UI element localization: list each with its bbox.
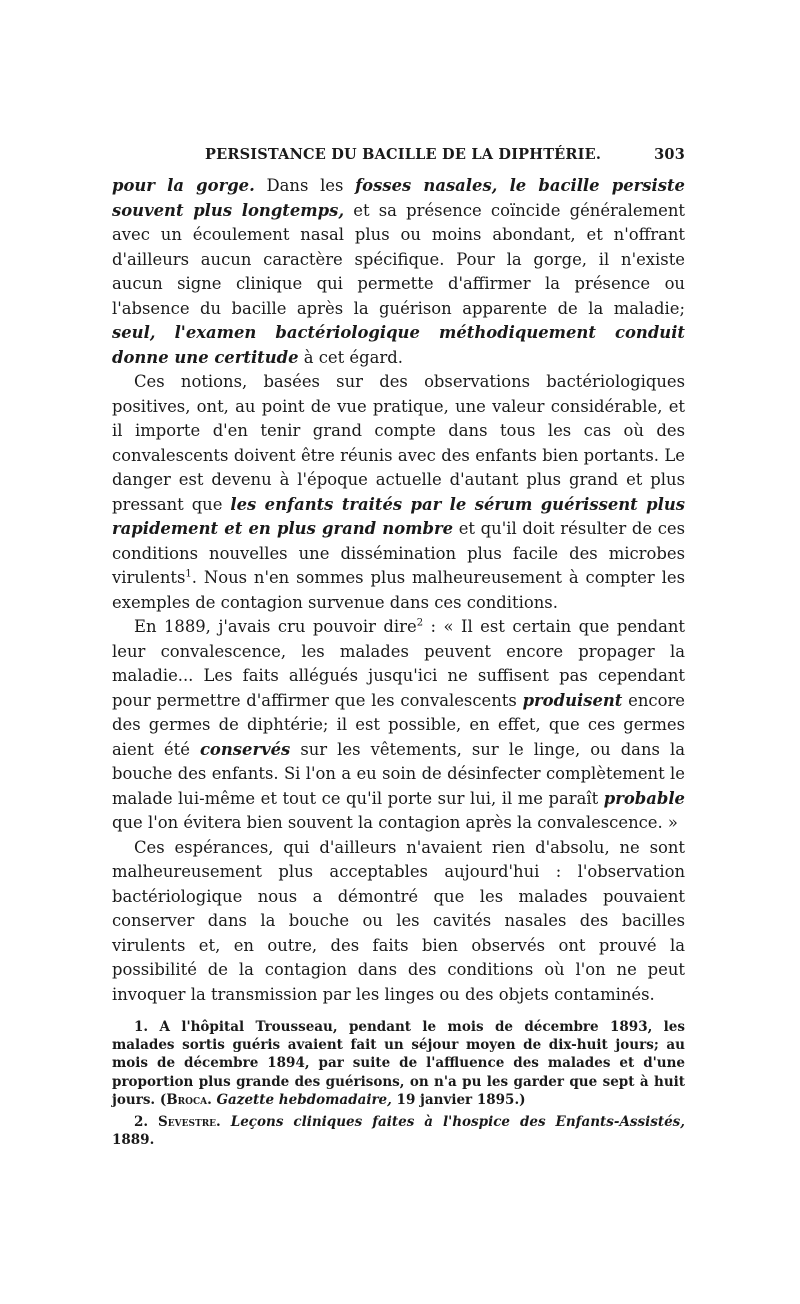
text-run: que l'on évitera bien souvent la contagion après la convalescence. »	[112, 813, 678, 832]
italic-phrase: conservés	[199, 739, 291, 759]
separator: .	[207, 1091, 217, 1108]
paragraph-4: Ces espérances, qui d'ailleurs n'avaient rien d'absolu, ne sont malheureusement plus acceptables aujourd'hui : l'observation bactériologique nous a démontré que les malades pouvaient conserver dans la bouche ou les cavités nasales des bacilles virulents et, en outre, des faits bien observés ont prouvé la possibilité de la contagion dans des conditions où l'on ne peut invoquer la transmission par les linges ou des objets contaminés.	[112, 837, 685, 1004]
footnote-2	[112, 1113, 685, 1149]
page-number: 303	[654, 146, 685, 163]
citation-source: Gazette hebdomadaire,	[216, 1091, 392, 1108]
footnote-number: 2.	[134, 1114, 149, 1131]
footnotes	[112, 1018, 685, 1153]
footnote-number: 1.	[134, 1019, 149, 1035]
text-run: encore des germes de diphtérie; il est possible, en effet, que ces germes aient été	[112, 690, 685, 759]
text-run: et sa présence coïncide généralement avec un écoulement nasal plus ou moins abondant, et n'offrant d'ailleurs aucun caractère spécifique. Pour la gorge, il n'existe aucun signe clinique qui permette d'affirmer la présence ou l'absence du bacille après la guérison apparente de la maladie;	[112, 200, 685, 318]
italic-phrase: pour la gorge.	[112, 176, 255, 195]
footnote-1	[112, 1018, 685, 1109]
citation-author: Broca	[166, 1091, 208, 1108]
text-run: Dans les	[254, 176, 356, 195]
text-run: et qu'il doit résulter de ces conditions nouvelles une dissémination plus facile des microbes virulents	[112, 519, 686, 587]
running-title: PERSISTANCE DU BACILLE DE LA DIPHTÉRIE.	[205, 146, 602, 163]
citation-date: 19 janvier 1895.)	[391, 1091, 526, 1108]
footnote-text: A l'hôpital Trousseau, pendant le mois de décembre 1893, les malades sortis guéris avaient fait un séjour moyen de dix-huit jours; au mois de décembre 1894, par suite de l'affluence des malades et d'une proportion plus grande des guérisons, on n'a pu les garder que sept à huit jours. (	[112, 1019, 685, 1108]
text-run: Ces notions, basées sur des observations bactériologiques positives, ont, au point de vue pratique, une valeur considérable, et il importe d'en tenir grand compte dans tous les cas où des convalescents doivent être réunis avec des enfants bien portants. Le danger est devenu à l'époque actuelle d'autant plus grand et plus pressant que	[112, 372, 685, 514]
text-run: : « Il est certain que pendant leur convalescence, les malades peuvent encore propager la maladie... Les faits allégués jusqu'ici ne suffisent pas cependant pour permettre d'affirmer que les convalescents	[112, 617, 685, 710]
paragraph-2	[112, 370, 685, 615]
italic-phrase: probable	[603, 788, 685, 808]
text-run: En 1889, j'avais cru pouvoir dire	[134, 617, 417, 636]
page-header	[205, 146, 685, 166]
text-run: sur les vêtements, sur le linge, ou dans la bouche des enfants. Si l'on a eu soin de désinfecter complètement le malade lui-même et tout ce qu'il porte sur lui, il me paraît	[112, 739, 685, 808]
footnote-ref-1[interactable]: 1	[185, 568, 192, 580]
italic-phrase: produisent	[522, 690, 623, 710]
citation-author: Sevestre	[148, 1114, 217, 1131]
paragraph-3	[112, 615, 685, 836]
text-run: à cet égard.	[298, 347, 403, 367]
paragraph-1	[112, 174, 685, 370]
text-run: . Nous n'en sommes plus malheureusement à compter les exemples de contagion survenue dans ces conditions.	[112, 568, 685, 612]
italic-phrase: les enfants traités par le sérum guérissent plus rapidement et en plus grand nombre	[112, 494, 686, 538]
italic-phrase: fosses nasales, le bacille persiste souvent plus longtemps,	[112, 176, 685, 220]
footnote-ref-2[interactable]: 2	[416, 617, 424, 629]
citation-source: Leçons cliniques faites à l'hospice des Enfants-Assistés,	[230, 1114, 685, 1131]
separator: .	[216, 1114, 231, 1131]
citation-year: 1889.	[112, 1132, 155, 1149]
body-text	[112, 174, 685, 1007]
italic-phrase: seul, l'examen bactériologique méthodiquement conduit donne une certitude	[112, 323, 685, 367]
